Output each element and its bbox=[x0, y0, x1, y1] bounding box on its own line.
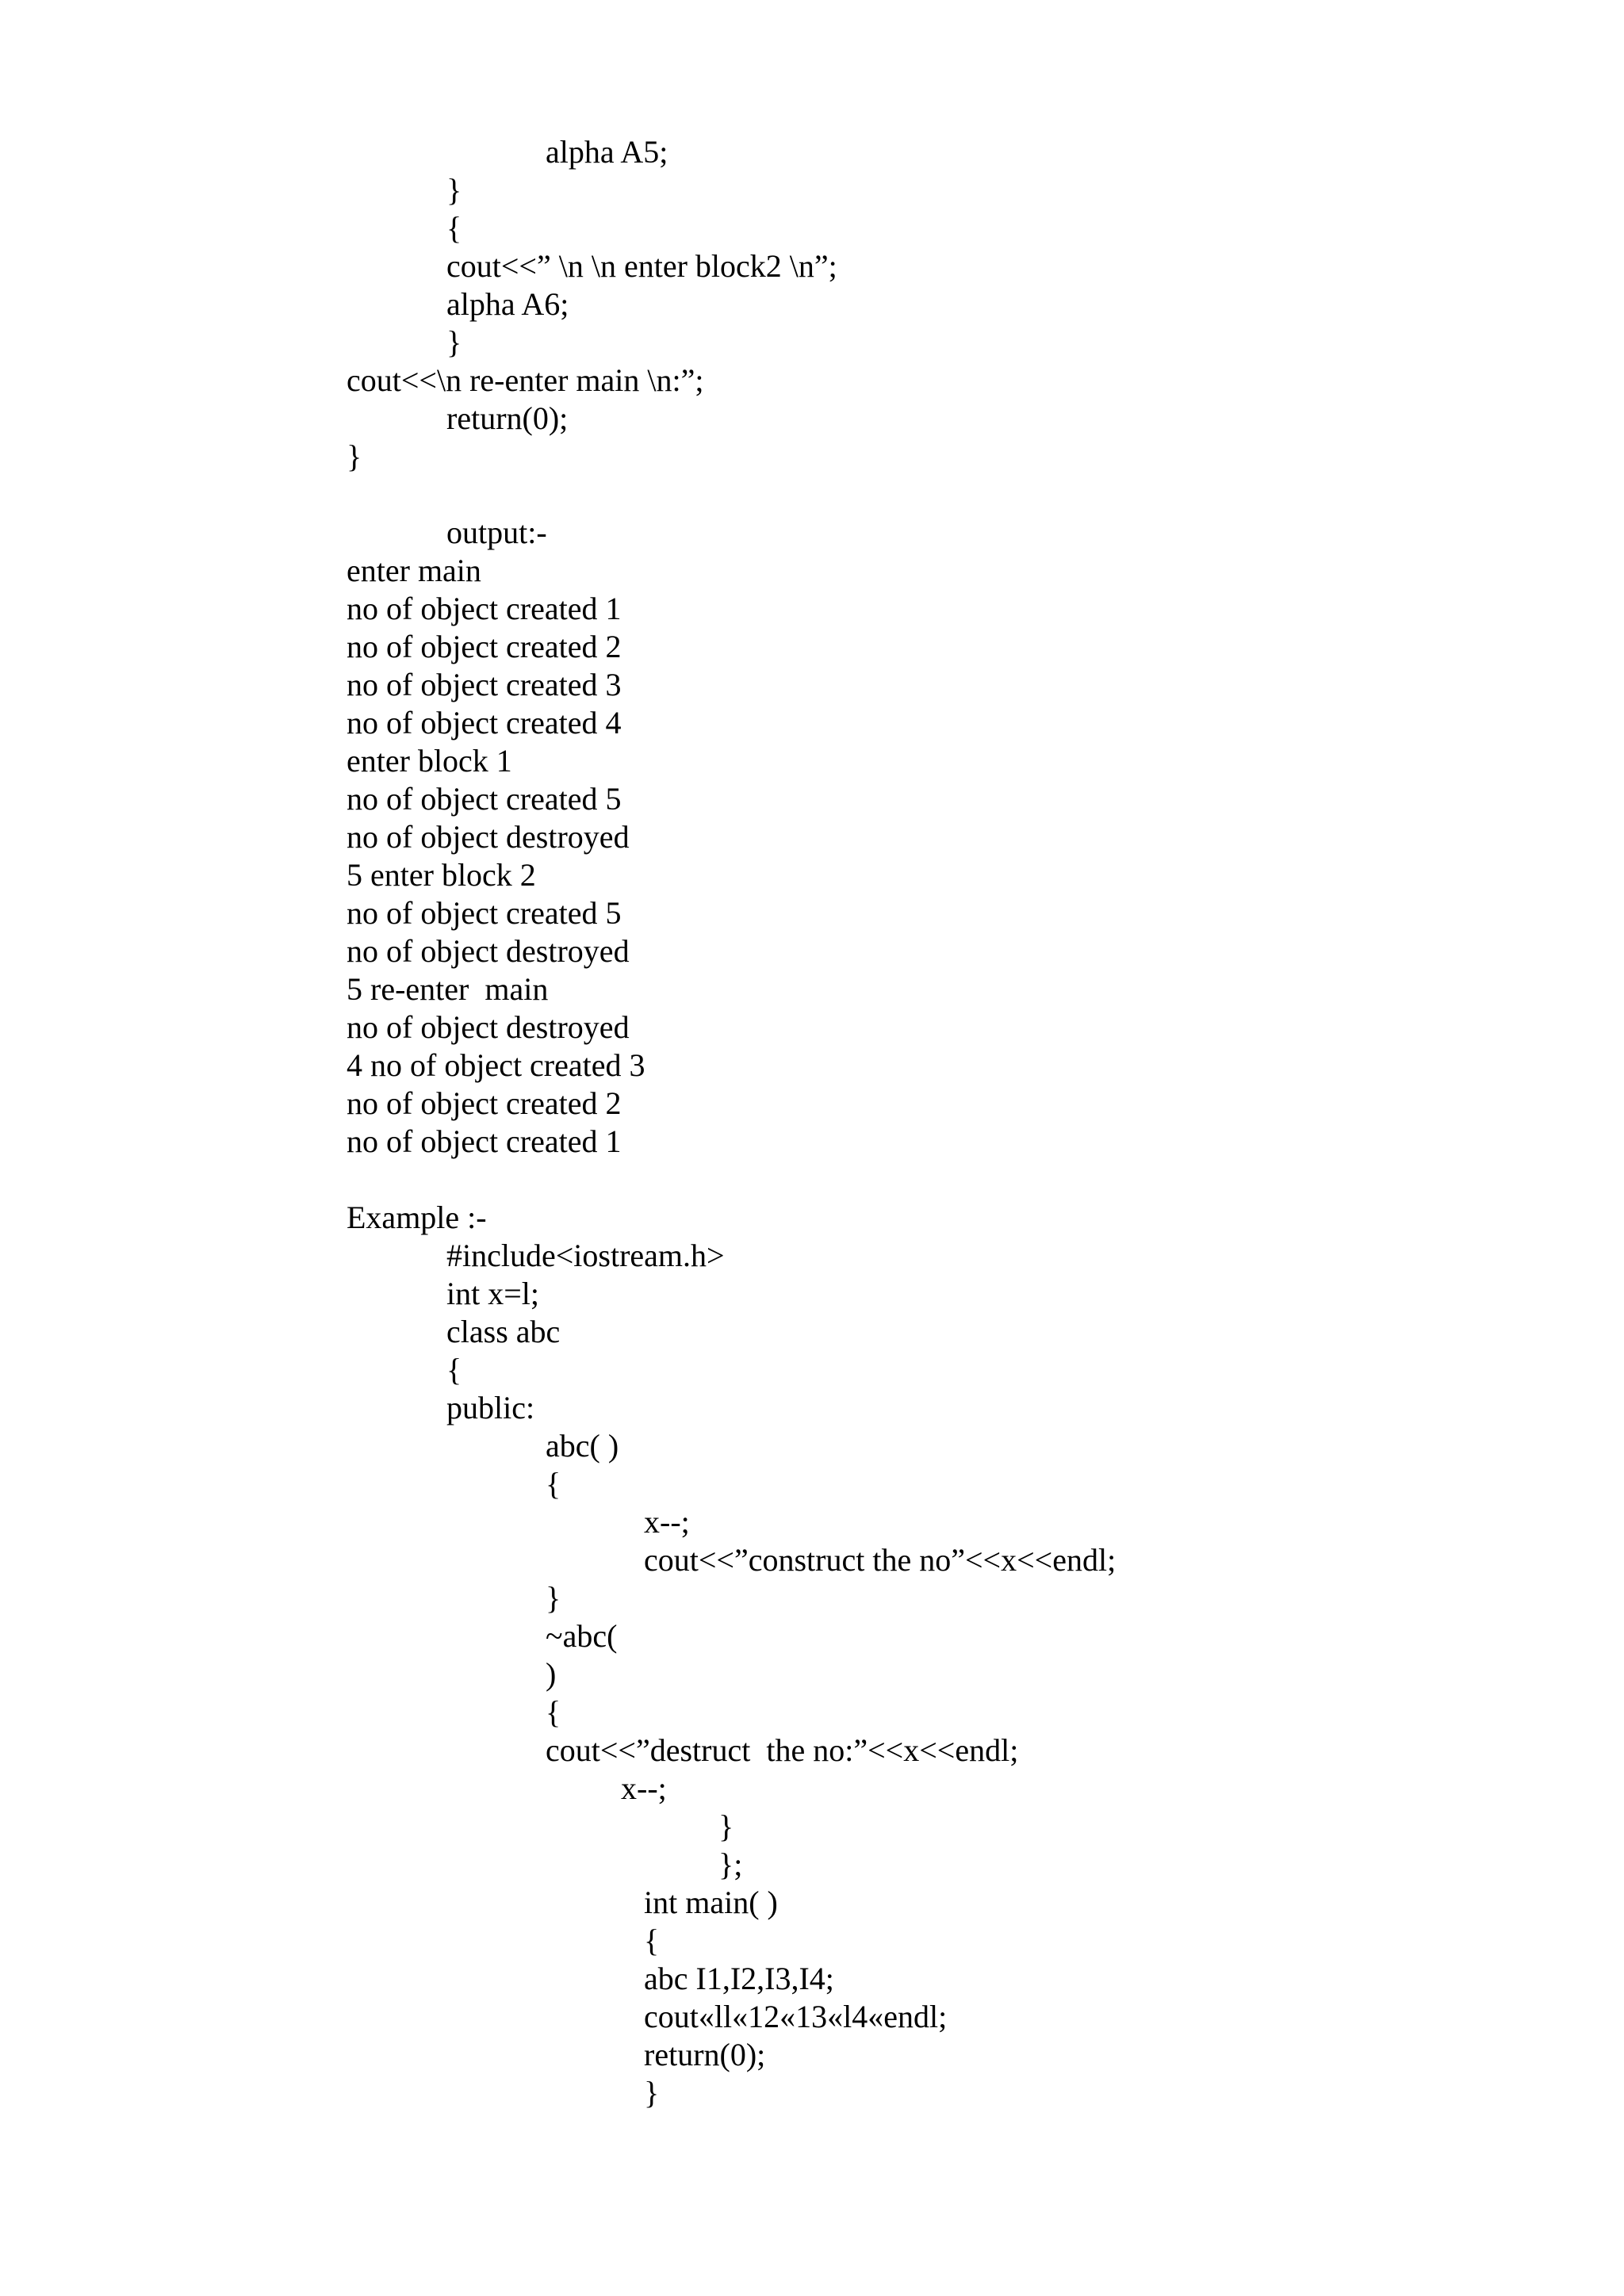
code-line: } bbox=[446, 172, 462, 208]
code-line: cout<<”destruct the no:”<<x<<endl; bbox=[546, 1732, 1019, 1768]
code-line: ~abc( bbox=[546, 1618, 618, 1654]
code-line: { bbox=[446, 1352, 462, 1387]
output-line: no of object created 2 bbox=[347, 1085, 622, 1121]
output-line: no of object created 1 bbox=[347, 591, 622, 626]
output-line: no of object created 3 bbox=[347, 667, 622, 702]
code-line: alpha A6; bbox=[446, 286, 569, 322]
output-line: no of object created 4 bbox=[347, 705, 622, 740]
output-line: no of object created 1 bbox=[347, 1123, 622, 1159]
code-line: } bbox=[446, 324, 462, 360]
output-line: no of object destroyed bbox=[347, 1009, 630, 1045]
output-heading: output:- bbox=[446, 515, 547, 550]
code-line: } bbox=[644, 2075, 660, 2110]
code-line: abc( ) bbox=[546, 1428, 619, 1464]
code-line: { bbox=[644, 1923, 660, 1958]
code-line: x--; bbox=[644, 1504, 690, 1540]
code-line: alpha A5; bbox=[546, 134, 668, 170]
code-line: cout<<\n re-enter main \n:”; bbox=[347, 362, 704, 398]
code-line: int main( ) bbox=[644, 1885, 778, 1920]
output-line: no of object created 2 bbox=[347, 629, 622, 664]
output-line: enter main bbox=[347, 553, 481, 588]
code-line: } bbox=[347, 438, 362, 474]
code-line: int x=l; bbox=[446, 1276, 540, 1311]
code-line: } bbox=[546, 1580, 561, 1616]
code-line: { bbox=[546, 1466, 561, 1502]
code-line: }; bbox=[718, 1846, 743, 1882]
output-line: 4 no of object created 3 bbox=[347, 1047, 645, 1083]
output-line: enter block 1 bbox=[347, 743, 512, 779]
code-line: cout<<”construct the no”<<x<<endl; bbox=[644, 1542, 1116, 1578]
code-line: public: bbox=[446, 1390, 535, 1425]
output-line: no of object destroyed bbox=[347, 819, 630, 855]
output-line: no of object destroyed bbox=[347, 933, 630, 969]
code-line: abc I1,I2,I3,I4; bbox=[644, 1961, 834, 1996]
code-line: return(0); bbox=[644, 2037, 766, 2072]
code-line: ) bbox=[546, 1656, 557, 1692]
example-heading: Example :- bbox=[347, 1200, 487, 1235]
code-line: class abc bbox=[446, 1314, 561, 1349]
output-line: 5 re-enter main bbox=[347, 971, 549, 1007]
code-line: #include<iostream.h> bbox=[446, 1238, 725, 1273]
code-line: cout<<” \n \n enter block2 \n”; bbox=[446, 248, 837, 284]
output-line: 5 enter block 2 bbox=[347, 857, 536, 893]
code-line: { bbox=[546, 1694, 561, 1730]
code-line: cout«ll«12«13«l4«endl; bbox=[644, 1999, 948, 2034]
code-line: { bbox=[446, 210, 462, 246]
code-line: } bbox=[718, 1808, 734, 1844]
output-line: no of object created 5 bbox=[347, 781, 622, 817]
code-line: x--; bbox=[621, 1770, 667, 1806]
code-line: return(0); bbox=[446, 400, 569, 436]
output-line: no of object created 5 bbox=[347, 895, 622, 931]
